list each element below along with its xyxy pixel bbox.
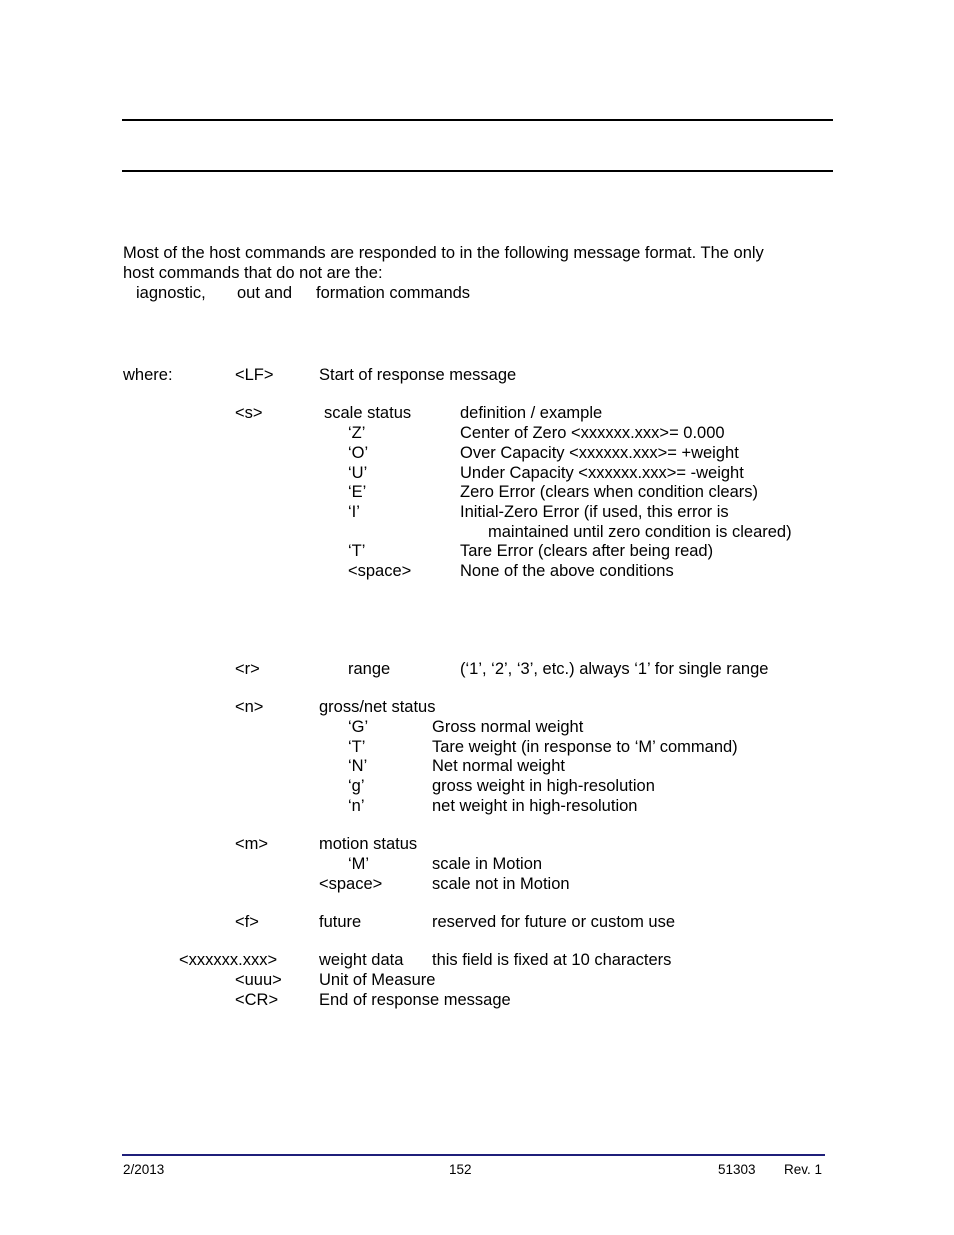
x-code: <xxxxxx.xxx>	[179, 951, 278, 969]
n-row-desc: gross weight in high-resolution	[432, 777, 655, 795]
n-code: <n>	[235, 698, 264, 716]
m-label: motion status	[319, 835, 418, 853]
footer-date: 2/2013	[123, 1162, 165, 1177]
s-row-desc: Initial-Zero Error (if used, this error is	[460, 503, 729, 521]
lf-desc: Start of response message	[319, 366, 517, 384]
s-header: definition / example	[460, 404, 603, 422]
footer-page-number: 152	[449, 1162, 472, 1177]
s-row-desc: Over Capacity <xxxxxx.xxx>= +weight	[460, 444, 739, 462]
intro-line-2: host commands that do not are the:	[123, 264, 383, 282]
lf-code: <LF>	[235, 366, 274, 384]
m-row-desc: scale in Motion	[432, 855, 543, 873]
second-rule	[122, 170, 833, 172]
r-code: <r>	[235, 660, 260, 678]
top-rule	[122, 119, 833, 121]
m-row-key: ‘M’	[348, 855, 370, 873]
footer-doc-number: 51303	[718, 1162, 756, 1177]
s-row-key: ‘U’	[348, 464, 368, 482]
s-row-desc: Center of Zero <xxxxxx.xxx>= 0.000	[460, 424, 725, 442]
r-label: range	[348, 660, 391, 678]
x-desc: this field is fixed at 10 characters	[432, 951, 672, 969]
u-code: <uuu>	[235, 971, 282, 989]
s-row-desc-continued: maintained until zero condition is cleared)	[488, 523, 792, 541]
f-desc: reserved for future or custom use	[432, 913, 676, 931]
n-row-key: ‘g’	[348, 777, 365, 795]
m-row-key: <space>	[319, 875, 383, 893]
m-code: <m>	[235, 835, 269, 853]
s-row-desc: Zero Error (clears when condition clears)	[460, 483, 759, 501]
n-row-key: ‘n’	[348, 797, 365, 815]
footer-rule	[122, 1154, 825, 1156]
x-label: weight data	[319, 951, 404, 969]
f-label: future	[319, 913, 362, 931]
footer-revision: Rev. 1	[784, 1162, 823, 1177]
s-row-key: ‘T’	[348, 542, 366, 560]
n-row-key: ‘T’	[348, 738, 366, 756]
cr-code: <CR>	[235, 991, 279, 1009]
n-label: gross/net status	[319, 698, 436, 716]
n-row-desc: Gross normal weight	[432, 718, 584, 736]
s-row-key: <space>	[348, 562, 412, 580]
where-label: where:	[123, 366, 173, 384]
s-row-key: ‘I’	[348, 503, 360, 521]
r-desc: (‘1’, ‘2’, ‘3’, etc.) always ‘1’ for single range	[460, 660, 769, 678]
intro-line-3a: iagnostic,	[136, 284, 206, 302]
m-row-desc: scale not in Motion	[432, 875, 570, 893]
s-row-key: ‘O’	[348, 444, 369, 462]
cr-desc: End of response message	[319, 991, 511, 1009]
intro-line-3c: formation commands	[316, 284, 471, 302]
s-row-key: ‘E’	[348, 483, 367, 501]
s-row-key: ‘Z’	[348, 424, 366, 442]
n-row-key: ‘N’	[348, 757, 368, 775]
intro-line-3b: out and	[237, 284, 293, 302]
n-row-desc: net weight in high-resolution	[432, 797, 638, 815]
s-code: <s>	[235, 404, 263, 422]
f-code: <f>	[235, 913, 259, 931]
s-row-desc: Tare Error (clears after being read)	[460, 542, 714, 560]
intro-line-1: Most of the host commands are responded to in the following message format. The only	[123, 244, 764, 262]
s-label: scale status	[324, 404, 412, 422]
u-desc: Unit of Measure	[319, 971, 436, 989]
n-row-key: ‘G’	[348, 718, 369, 736]
n-row-desc: Net normal weight	[432, 757, 565, 775]
n-row-desc: Tare weight (in response to ‘M’ command)	[432, 738, 738, 756]
s-row-desc: None of the above conditions	[460, 562, 674, 580]
s-row-desc: Under Capacity <xxxxxx.xxx>= -weight	[460, 464, 744, 482]
